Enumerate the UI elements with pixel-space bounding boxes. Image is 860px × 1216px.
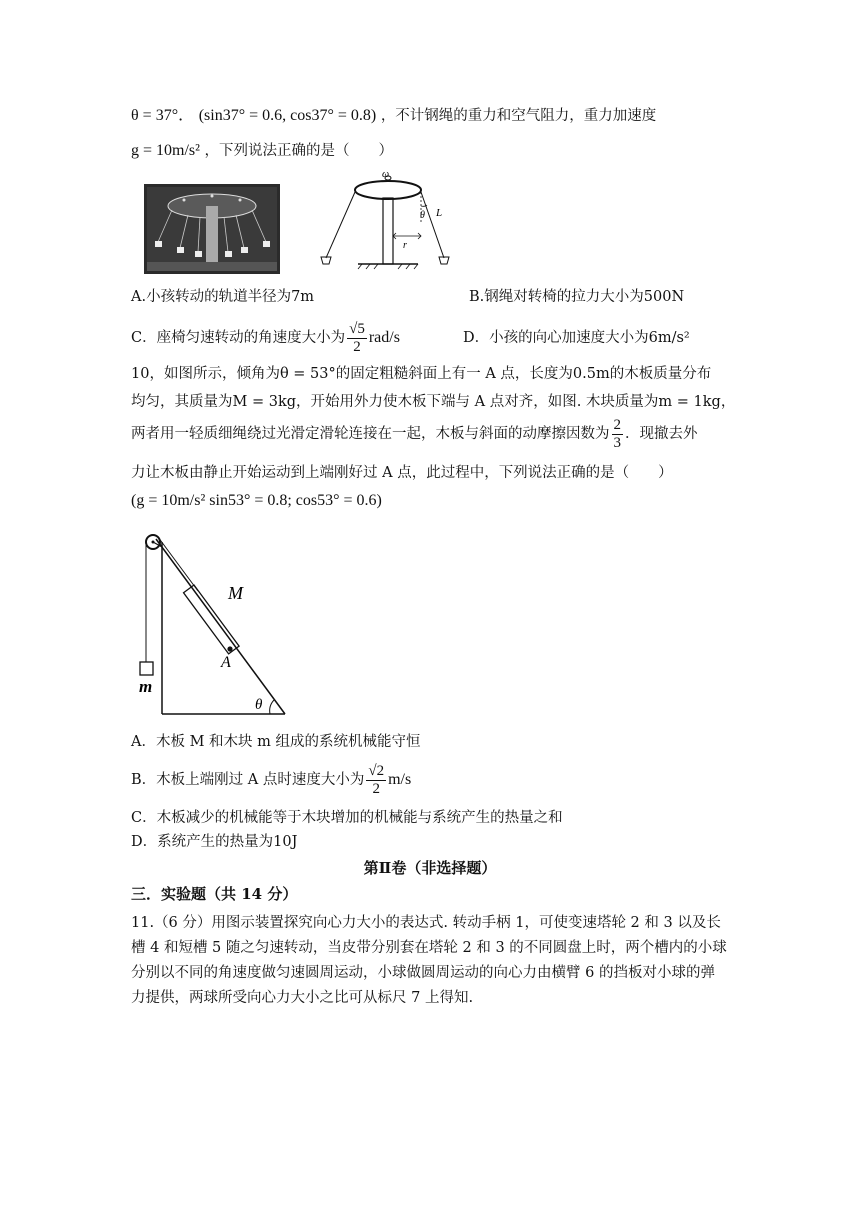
A-label: A (221, 654, 231, 671)
q9-option-b: B.钢绳对转椅的拉力大小为500N (469, 289, 685, 305)
q10-option-b-numerator: √2 (368, 762, 385, 779)
q9-option-c-denominator: 2 (353, 338, 361, 355)
theta-label: θ (420, 210, 425, 221)
M-label: M (228, 583, 243, 603)
swing-ride-photo (144, 184, 280, 274)
q9-trig-values: (sin37° = 0.6, cos37° = 0.8) (198, 107, 377, 124)
q10-option-d: D．系统产生的热量为10J (131, 834, 298, 850)
q9-option-a: A.小孩转动的轨道半径为7m (131, 289, 315, 305)
q10-friction-fraction (612, 417, 624, 452)
section-3-title: 三．实验题（共 14 分） (131, 885, 298, 903)
incline-theta-label: θ (255, 697, 263, 713)
q10-option-c: C．木板减少的机械能等于木块增加的机械能与系统产生的热量之和 (131, 810, 563, 826)
q9-option-c-fraction (347, 321, 367, 356)
q10-option-b-text: B．木板上端刚过 A 点时速度大小为 (131, 772, 365, 788)
q9-question-text: ，下列说法正确的是（ ） (204, 143, 394, 159)
q9-option-d: D．小孩的向心加速度大小为6m/s² (463, 330, 690, 346)
q10-option-b-fraction (366, 763, 386, 798)
q11-line-4: 力提供，两球所受向心力大小之比可从标尺 7 上得知. (131, 990, 474, 1006)
q9-option-c (131, 316, 400, 360)
part-2-title: 第Ⅱ卷（非选择题） (363, 859, 497, 877)
q10-line-3 (131, 412, 698, 456)
q11-line-2: 槽 4 和短槽 5 随之匀速转动，当皮带分别套在塔轮 2 和 3 的不同圆盘上时，两个槽内的小球 (131, 940, 727, 956)
q10-line3-suffix: ．现撤去外 (625, 426, 698, 442)
incline-pulley-diagram (130, 525, 295, 720)
q9-theta-value: θ = 37°． (131, 107, 195, 124)
q10-option-b-denominator: 2 (372, 780, 380, 797)
q10-friction-denominator: 3 (613, 434, 621, 451)
q9-line-1 (131, 106, 656, 126)
q10-line-1: 10，如图所示，倾角为θ = 53°的固定粗糙斜面上有一 A 点，长度为0.5m的木板质量分布 (131, 366, 712, 382)
m-label: m (139, 677, 153, 696)
omega-label: ω (382, 169, 390, 180)
q10-option-b (131, 758, 411, 802)
swing-schematic-diagram (318, 168, 458, 272)
q10-option-a: A．木板 M 和木块 m 组成的系统机械能守恒 (131, 734, 421, 750)
L-label: L (436, 207, 443, 219)
q10-line3-text: 两者用一轻质细绳绕过光滑定滑轮连接在一起，木板与斜面的动摩擦因数为 (131, 426, 610, 442)
q9-option-c-numerator: √5 (349, 320, 365, 337)
q10-line-4: 力让木板由静止开始运动到上端刚好过 A 点，此过程中，下列说法正确的是（ ） (131, 465, 673, 481)
q9-option-c-text: C．座椅匀速转动的角速度大小为 (131, 330, 346, 346)
q9-gravity-value: g = 10m/s² (131, 142, 200, 159)
q9-option-c-unit: rad/s (368, 329, 400, 346)
q10-option-b-unit: m/s (388, 771, 412, 788)
q10-friction-numerator: 2 (613, 416, 621, 433)
q11-line-3: 分别以不同的角速度做匀速圆周运动，小球做圆周运动的向心力由横臂 6 的挡板对小球的弹 (131, 965, 715, 981)
q10-given-values: (g = 10m/s² sin53° = 0.8; cos53° = 0.6) (131, 492, 382, 509)
q10-line-2: 均匀，其质量为M = 3kg，开始用外力使木板下端与 A 点对齐，如图. 木块质量为m = 1kg， (131, 394, 736, 410)
q9-line-2 (131, 141, 393, 161)
r-label: r (403, 240, 407, 251)
q9-line1-text: ，不计钢绳的重力和空气阻力，重力加速度 (380, 108, 657, 124)
q11-line-1: 11.（6 分）用图示装置探究向心力大小的表达式. 转动手柄 1，可使变速塔轮 2 和 3 以及长 (131, 915, 721, 931)
